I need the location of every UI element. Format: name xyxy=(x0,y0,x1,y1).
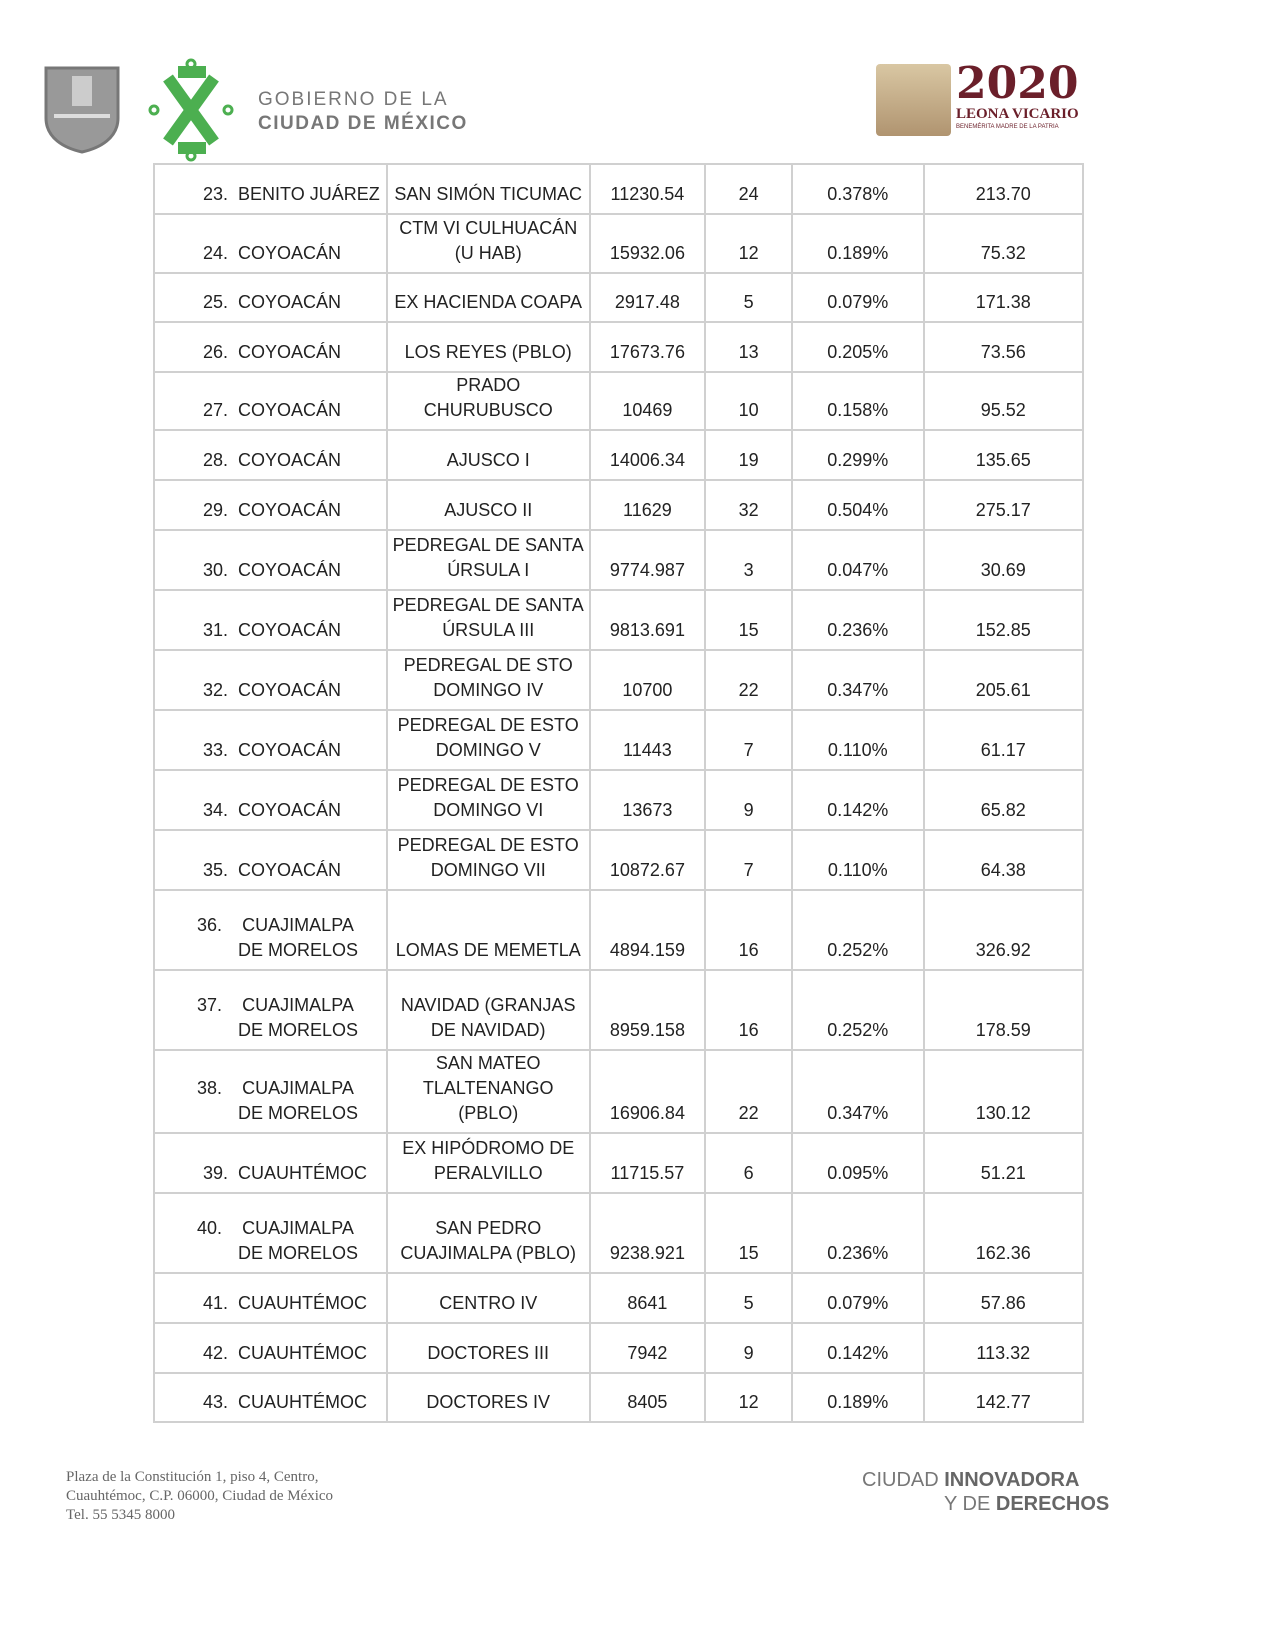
row-number: 36. xyxy=(197,915,223,935)
col-cell: EX HACIENDA COAPA xyxy=(387,273,590,322)
area-cell: 10469 xyxy=(590,372,706,430)
municipality-name: COYOACÁN xyxy=(238,342,342,362)
municipality-name: COYOACÁN xyxy=(238,400,342,420)
rate-cell: 162.36 xyxy=(924,1193,1083,1273)
count-cell: 13 xyxy=(705,322,792,372)
pct-cell: 0.095% xyxy=(792,1133,924,1193)
government-title xyxy=(258,88,468,136)
municipality-name: CUAJIMALPA DE MORELOS xyxy=(238,995,359,1040)
area-cell: 8641 xyxy=(590,1273,706,1323)
rate-cell: 113.32 xyxy=(924,1323,1083,1373)
municipality-name: CUAJIMALPA DE MORELOS xyxy=(238,1078,359,1123)
slogan-text: Y DE xyxy=(944,1493,996,1515)
count-cell: 22 xyxy=(705,650,792,710)
pct-cell: 0.047% xyxy=(792,530,924,590)
rate-cell: 73.56 xyxy=(924,322,1083,372)
municipality-name: CUAJIMALPA DE MORELOS xyxy=(238,1218,359,1263)
municipality-cell xyxy=(154,322,387,372)
municipality-name: COYOACÁN xyxy=(238,740,342,760)
table-row xyxy=(154,372,1083,430)
area-cell: 11629 xyxy=(590,480,706,530)
pct-cell: 0.110% xyxy=(792,830,924,890)
row-number: 39. xyxy=(203,1163,229,1183)
pct-cell: 0.142% xyxy=(792,1323,924,1373)
table-row xyxy=(154,273,1083,322)
col-cell: SAN MATEO TLALTENANGO (PBLO) xyxy=(387,1050,590,1133)
col-cell: PEDREGAL DE STO DOMINGO IV xyxy=(387,650,590,710)
count-cell: 15 xyxy=(705,1193,792,1273)
rate-cell: 213.70 xyxy=(924,164,1083,214)
col-cell: DOCTORES III xyxy=(387,1323,590,1373)
municipality-cell xyxy=(154,1050,387,1133)
row-number: 40. xyxy=(197,1218,223,1238)
table-row xyxy=(154,164,1083,214)
table-row xyxy=(154,710,1083,770)
municipality-cell xyxy=(154,890,387,970)
table-row xyxy=(154,1193,1083,1273)
row-number: 33. xyxy=(203,740,229,760)
municipality-cell xyxy=(154,830,387,890)
row-number: 42. xyxy=(203,1343,229,1363)
table-row xyxy=(154,590,1083,650)
table-row xyxy=(154,430,1083,480)
col-cell: SAN SIMÓN TICUMAC xyxy=(387,164,590,214)
municipality-cell xyxy=(154,1193,387,1273)
row-number: 31. xyxy=(203,620,229,640)
municipality-cell xyxy=(154,1323,387,1373)
area-cell: 10872.67 xyxy=(590,830,706,890)
area-cell: 15932.06 xyxy=(590,214,706,273)
count-cell: 16 xyxy=(705,970,792,1050)
area-cell: 2917.48 xyxy=(590,273,706,322)
col-cell: PEDREGAL DE SANTA ÚRSULA III xyxy=(387,590,590,650)
municipality-name: COYOACÁN xyxy=(238,680,342,700)
municipality-name: CUAUHTÉMOC xyxy=(238,1343,368,1363)
count-cell: 15 xyxy=(705,590,792,650)
footer-slogan xyxy=(862,1468,1109,1516)
col-cell: AJUSCO I xyxy=(387,430,590,480)
row-number: 26. xyxy=(203,342,229,362)
municipality-cell xyxy=(154,214,387,273)
municipality-name: COYOACÁN xyxy=(238,292,342,312)
pct-cell: 0.158% xyxy=(792,372,924,430)
count-cell: 16 xyxy=(705,890,792,970)
leona-vicario-2020-logo xyxy=(876,58,1091,139)
table-row xyxy=(154,650,1083,710)
municipality-name: CUAUHTÉMOC xyxy=(238,1293,368,1313)
count-cell: 5 xyxy=(705,1273,792,1323)
count-cell: 3 xyxy=(705,530,792,590)
municipality-name: COYOACÁN xyxy=(238,560,342,580)
row-number: 37. xyxy=(197,995,223,1015)
row-number: 38. xyxy=(197,1078,223,1098)
count-cell: 9 xyxy=(705,1323,792,1373)
slogan-bold: DERECHOS xyxy=(995,1493,1110,1515)
table-row xyxy=(154,480,1083,530)
area-cell: 9774.987 xyxy=(590,530,706,590)
rate-cell: 142.77 xyxy=(924,1373,1083,1422)
col-cell: PRADO CHURUBUSCO xyxy=(387,372,590,430)
count-cell: 32 xyxy=(705,480,792,530)
rate-cell: 75.32 xyxy=(924,214,1083,273)
municipality-cell xyxy=(154,770,387,830)
area-cell: 9813.691 xyxy=(590,590,706,650)
rate-cell: 135.65 xyxy=(924,430,1083,480)
municipality-cell xyxy=(154,970,387,1050)
address-line: Cuauhtémoc, C.P. 06000, Ciudad de México xyxy=(66,1488,334,1504)
count-cell: 7 xyxy=(705,710,792,770)
pct-cell: 0.142% xyxy=(792,770,924,830)
table-row xyxy=(154,1273,1083,1323)
count-cell: 5 xyxy=(705,273,792,322)
col-cell: NAVIDAD (GRANJAS DE NAVIDAD) xyxy=(387,970,590,1050)
table-row xyxy=(154,1050,1083,1133)
row-number: 27. xyxy=(203,400,229,420)
municipality-name: COYOACÁN xyxy=(238,800,342,820)
pct-cell: 0.347% xyxy=(792,1050,924,1133)
municipality-name: BENITO JUÁREZ xyxy=(238,184,380,204)
area-cell: 14006.34 xyxy=(590,430,706,480)
municipality-cell xyxy=(154,710,387,770)
area-cell: 7942 xyxy=(590,1323,706,1373)
table-row xyxy=(154,214,1083,273)
pct-cell: 0.236% xyxy=(792,590,924,650)
row-number: 25. xyxy=(203,292,229,312)
municipality-name: COYOACÁN xyxy=(238,500,342,520)
table-row xyxy=(154,830,1083,890)
row-number: 35. xyxy=(203,860,229,880)
count-cell: 22 xyxy=(705,1050,792,1133)
count-cell: 10 xyxy=(705,372,792,430)
rate-cell: 95.52 xyxy=(924,372,1083,430)
area-cell: 4894.159 xyxy=(590,890,706,970)
pct-cell: 0.299% xyxy=(792,430,924,480)
area-cell: 8959.158 xyxy=(590,970,706,1050)
pct-cell: 0.079% xyxy=(792,273,924,322)
rate-cell: 30.69 xyxy=(924,530,1083,590)
col-cell: PEDREGAL DE ESTO DOMINGO VI xyxy=(387,770,590,830)
rate-cell: 64.38 xyxy=(924,830,1083,890)
table-row xyxy=(154,770,1083,830)
row-number: 30. xyxy=(203,560,229,580)
municipality-cell xyxy=(154,1273,387,1323)
municipality-cell xyxy=(154,273,387,322)
col-cell: PEDREGAL DE SANTA ÚRSULA I xyxy=(387,530,590,590)
count-cell: 6 xyxy=(705,1133,792,1193)
col-cell: AJUSCO II xyxy=(387,480,590,530)
pct-cell: 0.252% xyxy=(792,890,924,970)
col-cell: PEDREGAL DE ESTO DOMINGO V xyxy=(387,710,590,770)
logo-year: 2020 xyxy=(956,58,1079,109)
pct-cell: 0.504% xyxy=(792,480,924,530)
area-cell: 11715.57 xyxy=(590,1133,706,1193)
count-cell: 9 xyxy=(705,770,792,830)
municipality-cell xyxy=(154,1373,387,1422)
area-cell: 8405 xyxy=(590,1373,706,1422)
area-cell: 11230.54 xyxy=(590,164,706,214)
municipality-name: COYOACÁN xyxy=(238,860,342,880)
area-cell: 10700 xyxy=(590,650,706,710)
area-cell: 17673.76 xyxy=(590,322,706,372)
pct-cell: 0.236% xyxy=(792,1193,924,1273)
pct-cell: 0.189% xyxy=(792,1373,924,1422)
area-cell: 16906.84 xyxy=(590,1050,706,1133)
pct-cell: 0.189% xyxy=(792,214,924,273)
table-row xyxy=(154,1323,1083,1373)
logo-subtitle: BENEMÉRITA MADRE DE LA PATRIA xyxy=(956,124,1059,130)
row-number: 32. xyxy=(203,680,229,700)
municipality-name: COYOACÁN xyxy=(238,243,342,263)
rate-cell: 152.85 xyxy=(924,590,1083,650)
rate-cell: 65.82 xyxy=(924,770,1083,830)
count-cell: 19 xyxy=(705,430,792,480)
col-cell: EX HIPÓDROMO DE PERALVILLO xyxy=(387,1133,590,1193)
pct-cell: 0.252% xyxy=(792,970,924,1050)
col-cell: PEDREGAL DE ESTO DOMINGO VII xyxy=(387,830,590,890)
municipality-cell xyxy=(154,480,387,530)
rate-cell: 171.38 xyxy=(924,273,1083,322)
cdmx-shield-logo xyxy=(44,66,120,154)
footer-address xyxy=(66,1468,333,1525)
area-cell: 13673 xyxy=(590,770,706,830)
table-row xyxy=(154,322,1083,372)
row-number: 28. xyxy=(203,450,229,470)
table-row xyxy=(154,890,1083,970)
col-cell: CTM VI CULHUACÁN (U HAB) xyxy=(387,214,590,273)
portrait-image xyxy=(876,64,951,136)
municipality-cell xyxy=(154,530,387,590)
slogan-text: CIUDAD xyxy=(862,1469,945,1491)
table-row xyxy=(154,1133,1083,1193)
municipality-name: COYOACÁN xyxy=(238,620,342,640)
col-cell: LOMAS DE MEMETLA xyxy=(387,890,590,970)
pct-cell: 0.205% xyxy=(792,322,924,372)
rate-cell: 130.12 xyxy=(924,1050,1083,1133)
col-cell: DOCTORES IV xyxy=(387,1373,590,1422)
municipality-name: CUAJIMALPA DE MORELOS xyxy=(238,915,359,960)
rate-cell: 275.17 xyxy=(924,480,1083,530)
area-cell: 9238.921 xyxy=(590,1193,706,1273)
municipality-cell xyxy=(154,590,387,650)
rate-cell: 57.86 xyxy=(924,1273,1083,1323)
rate-cell: 51.21 xyxy=(924,1133,1083,1193)
col-cell: LOS REYES (PBLO) xyxy=(387,322,590,372)
col-cell: CENTRO IV xyxy=(387,1273,590,1323)
gov-line-1: GOBIERNO DE LA xyxy=(258,89,449,110)
municipality-cell xyxy=(154,650,387,710)
municipality-name: COYOACÁN xyxy=(238,450,342,470)
table-row xyxy=(154,1373,1083,1422)
col-cell: SAN PEDRO CUAJIMALPA (PBLO) xyxy=(387,1193,590,1273)
cdmx-green-logo xyxy=(148,58,234,162)
municipality-name: CUAUHTÉMOC xyxy=(238,1163,368,1183)
municipality-name: CUAUHTÉMOC xyxy=(238,1392,368,1412)
phone-line: Tel. 55 5345 8000 xyxy=(66,1507,175,1523)
address-line: Plaza de la Constitución 1, piso 4, Centro, xyxy=(66,1469,319,1485)
gov-line-2: CIUDAD DE MÉXICO xyxy=(258,113,468,134)
logo-name: LEONA VICARIO xyxy=(956,106,1079,122)
pct-cell: 0.079% xyxy=(792,1273,924,1323)
rate-cell: 205.61 xyxy=(924,650,1083,710)
row-number: 24. xyxy=(203,243,229,263)
count-cell: 24 xyxy=(705,164,792,214)
row-number: 41. xyxy=(203,1293,229,1313)
slogan-bold: INNOVADORA xyxy=(944,1469,1080,1491)
row-number: 34. xyxy=(203,800,229,820)
data-table xyxy=(153,163,1084,1423)
rate-cell: 61.17 xyxy=(924,710,1083,770)
count-cell: 12 xyxy=(705,214,792,273)
area-cell: 11443 xyxy=(590,710,706,770)
pct-cell: 0.347% xyxy=(792,650,924,710)
row-number: 29. xyxy=(203,500,229,520)
rate-cell: 178.59 xyxy=(924,970,1083,1050)
municipality-cell xyxy=(154,164,387,214)
rate-cell: 326.92 xyxy=(924,890,1083,970)
pct-cell: 0.378% xyxy=(792,164,924,214)
municipality-cell xyxy=(154,430,387,480)
table-row xyxy=(154,530,1083,590)
pct-cell: 0.110% xyxy=(792,710,924,770)
table-row xyxy=(154,970,1083,1050)
row-number: 23. xyxy=(203,184,229,204)
municipality-cell xyxy=(154,372,387,430)
row-number: 43. xyxy=(203,1392,229,1412)
count-cell: 12 xyxy=(705,1373,792,1422)
municipality-cell xyxy=(154,1133,387,1193)
count-cell: 7 xyxy=(705,830,792,890)
